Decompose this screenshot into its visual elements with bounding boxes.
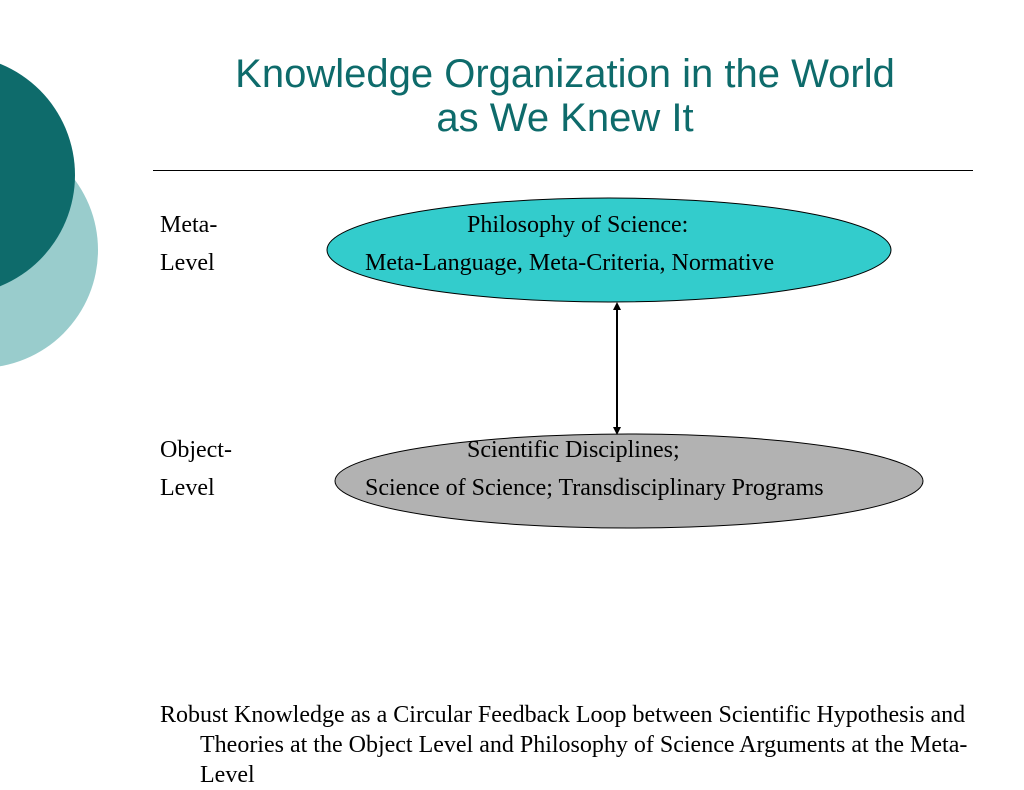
meta-level-text-2: Meta-Language, Meta-Criteria, Normative (365, 250, 775, 276)
object-level-label-1: Object- (160, 437, 232, 463)
meta-level-label-2: Level (160, 250, 215, 276)
object-level-label-2: Level (160, 475, 215, 501)
object-level-text-2: Science of Science; Transdisciplinary Programs (365, 475, 824, 501)
title-line-2: as We Knew It (436, 96, 694, 140)
caption-text: Robust Knowledge as a Circular Feedback Loop between Scientific Hypothesis and Theories at the Object Level and Philosophy of Science Arguments at the Meta-Level (160, 702, 968, 788)
object-level-text-1: Scientific Disciplines; (467, 437, 680, 463)
meta-level-label-1: Meta- (160, 212, 218, 238)
title-line-1: Knowledge Organization in the World (235, 52, 895, 96)
meta-level-text-1: Philosophy of Science: (467, 212, 689, 238)
